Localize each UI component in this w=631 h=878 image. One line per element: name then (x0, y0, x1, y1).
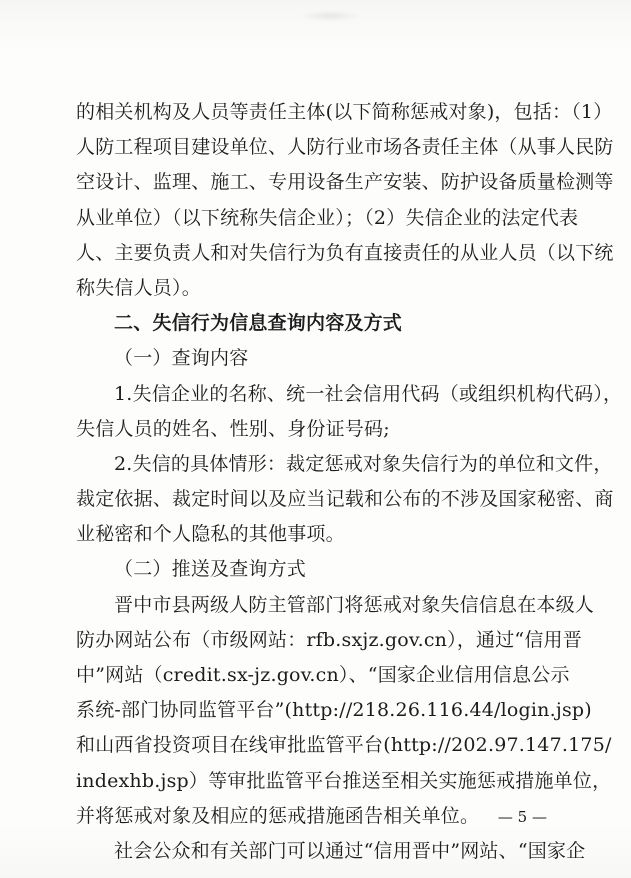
text-line: 防办网站公布（市级网站：rfb.sxjz.gov.cn），通过“信用晋 (76, 628, 582, 651)
subsection-heading: （二）推送及查询方式 (114, 558, 307, 581)
section-heading: 二、失信行为信息查询内容及方式 (114, 312, 403, 335)
text-line: 并将惩戒对象及相应的惩戒措施函告相关单位。 (76, 804, 480, 827)
text-line: 人防工程项目建设单位、人防行业市场各责任主体（从事人民防 (76, 136, 614, 159)
text-line: 1.失信企业的名称、统一社会信用代码（或组织机构代码）， (114, 382, 623, 405)
text-line: 的相关机构及人员等责任主体(以下简称惩戒对象)，包括：（1） (76, 101, 613, 123)
text-line: 裁定依据、裁定时间以及应当记载和公布的不涉及国家秘密、商 (76, 488, 614, 511)
text-line: 晋中市县两级人防主管部门将惩戒对象失信信息在本级人 (114, 593, 595, 616)
text-line: 业秘密和个人隐私的其他事项。 (76, 523, 345, 546)
text-line: 失信人员的姓名、性别、身份证号码; (76, 417, 390, 440)
subsection-heading: （一）查询内容 (114, 347, 249, 370)
text-line: 空设计、监理、施工、专用设备生产安装、防护设备质量检测等 (76, 171, 614, 194)
page-number: — 5 — (497, 808, 547, 826)
text-line: 2.失信的具体情形：裁定惩戒对象失信行为的单位和文件， (114, 452, 613, 475)
text-line: 称失信人员）。 (76, 276, 201, 299)
text-line: 人、主要负责人和对失信行为负有直接责任的从业人员（以下统 (76, 241, 614, 264)
text-line: 中”网站（credit.sx-jz.gov.cn）、“国家企业信用信息公示 (76, 664, 570, 686)
text-line: 从业单位）（以下统称失信企业）；（2）失信企业的法定代表 (76, 206, 579, 229)
text-line: 系统-部门协同监管平台”(http://218.26.116.44/login.jsp) (76, 699, 592, 722)
text-line: 和山西省投资项目在线审批监管平台(http://202.97.147.175/ (76, 734, 612, 757)
text-line: 社会公众和有关部门可以通过“信用晋中”网站、“国家企 (114, 839, 586, 862)
text-line: indexhb.jsp）等审批监管平台推送至相关实施惩戒措施单位， (76, 769, 612, 792)
scan-artifact (300, 10, 360, 22)
body-text (76, 95, 623, 869)
